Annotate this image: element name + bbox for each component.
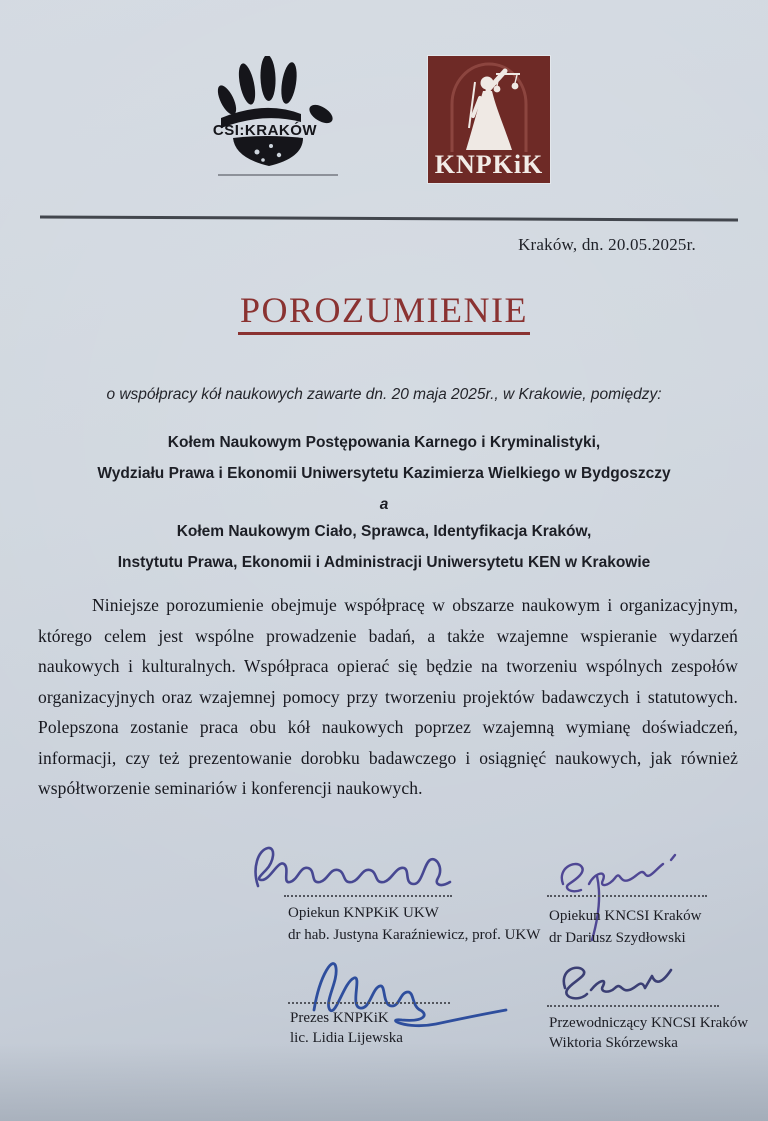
handwritten-signature-skorzewska	[549, 956, 701, 1010]
knpkik-logo-label: KNPKiK	[434, 150, 544, 179]
party2-institute: Instytutu Prawa, Ekonomii i Administracji Uniwersytetu KEN w Krakowie	[117, 554, 651, 571]
parties-block	[0, 433, 768, 584]
party1-faculty: Wydziału Prawa i Ekonomii Uniwersytetu Kazimierza Wielkiego w Bydgoszczy	[97, 465, 671, 482]
party1-name: Kołem Naukowym Postępowania Karnego i Kryminalistyki,	[167, 434, 601, 451]
handprint-index-finger	[279, 61, 299, 105]
party2-name: Kołem Naukowym Ciało, Sprawca, Identyfikacja Kraków,	[176, 523, 592, 540]
signature-line	[547, 895, 707, 897]
signature-name: dr hab. Justyna Karaźniewicz, prof. UKW	[288, 927, 541, 943]
csi-logo-underline	[218, 174, 338, 176]
signature-block-opiekun-kncsi	[545, 848, 760, 958]
handwritten-signature-karazniewicz	[248, 840, 460, 898]
signature-block-przewodniczacy-kncsi	[545, 952, 765, 1062]
signature-line	[288, 1002, 450, 1004]
agreement-body-paragraph: Niniejsze porozumienie obejmuje współpracę w obszarze naukowym i organizacyjnym, którego celem jest wspólne prowadzenie badań, a także wzajemne wspieranie wydarzeń naukowych i kulturalnych. Współpraca opierać się będzie na tworzeniu wspólnych zespołów organizacyjnych oraz wzajemnej pomocy przy tworzeniu projektów badawczych i statutowych. Polepszona zostanie praca obu kół naukowych poprzez wzajemną wymianę doświadczeń, informacji, czy też prezentowanie dorobku badawczego i osiągnięć naukowych, jak również współtworzenie seminariów i konferencji naukowych.	[38, 595, 738, 798]
csi-krakow-logo-label: CSI:KRAKÓW	[212, 122, 318, 139]
intro-line: o współpracy kół naukowych zawarte dn. 20 maja 2025r., w Krakowie, pomiędzy:	[106, 386, 662, 403]
signature-name: Wiktoria Skórzewska	[549, 1035, 678, 1051]
signature-line	[547, 1005, 719, 1007]
document-title: POROZUMIENIE	[238, 290, 530, 335]
signature-role: Prezes KNPKiK	[290, 1010, 389, 1026]
handprint-lower-palm	[233, 136, 303, 166]
signature-name: dr Dariusz Szydłowski	[549, 930, 686, 946]
parties-conjunction: a	[379, 496, 389, 513]
handprint-ring-finger	[236, 62, 258, 106]
signature-name: lic. Lidia Lijewska	[290, 1030, 403, 1046]
signature-line	[284, 895, 452, 897]
knpkik-lady-justice-logo	[428, 56, 550, 183]
signature-role: Opiekun KNCSI Kraków	[549, 908, 702, 924]
title-wrap	[0, 290, 768, 335]
signature-role: Przewodniczący KNCSI Kraków	[549, 1015, 749, 1031]
header-rule	[40, 215, 738, 221]
signature-role: Opiekun KNPKiK UKW	[288, 905, 439, 921]
csi-krakow-handprint-logo	[205, 56, 350, 170]
place-date-line: Kraków, dn. 20.05.2025r.	[518, 235, 696, 254]
signature-block-prezes-knpkik	[252, 948, 517, 1063]
handprint-middle-finger	[260, 56, 277, 101]
handprint-pinky-finger	[214, 83, 240, 117]
signature-block-opiekun-knpkik	[248, 840, 541, 955]
